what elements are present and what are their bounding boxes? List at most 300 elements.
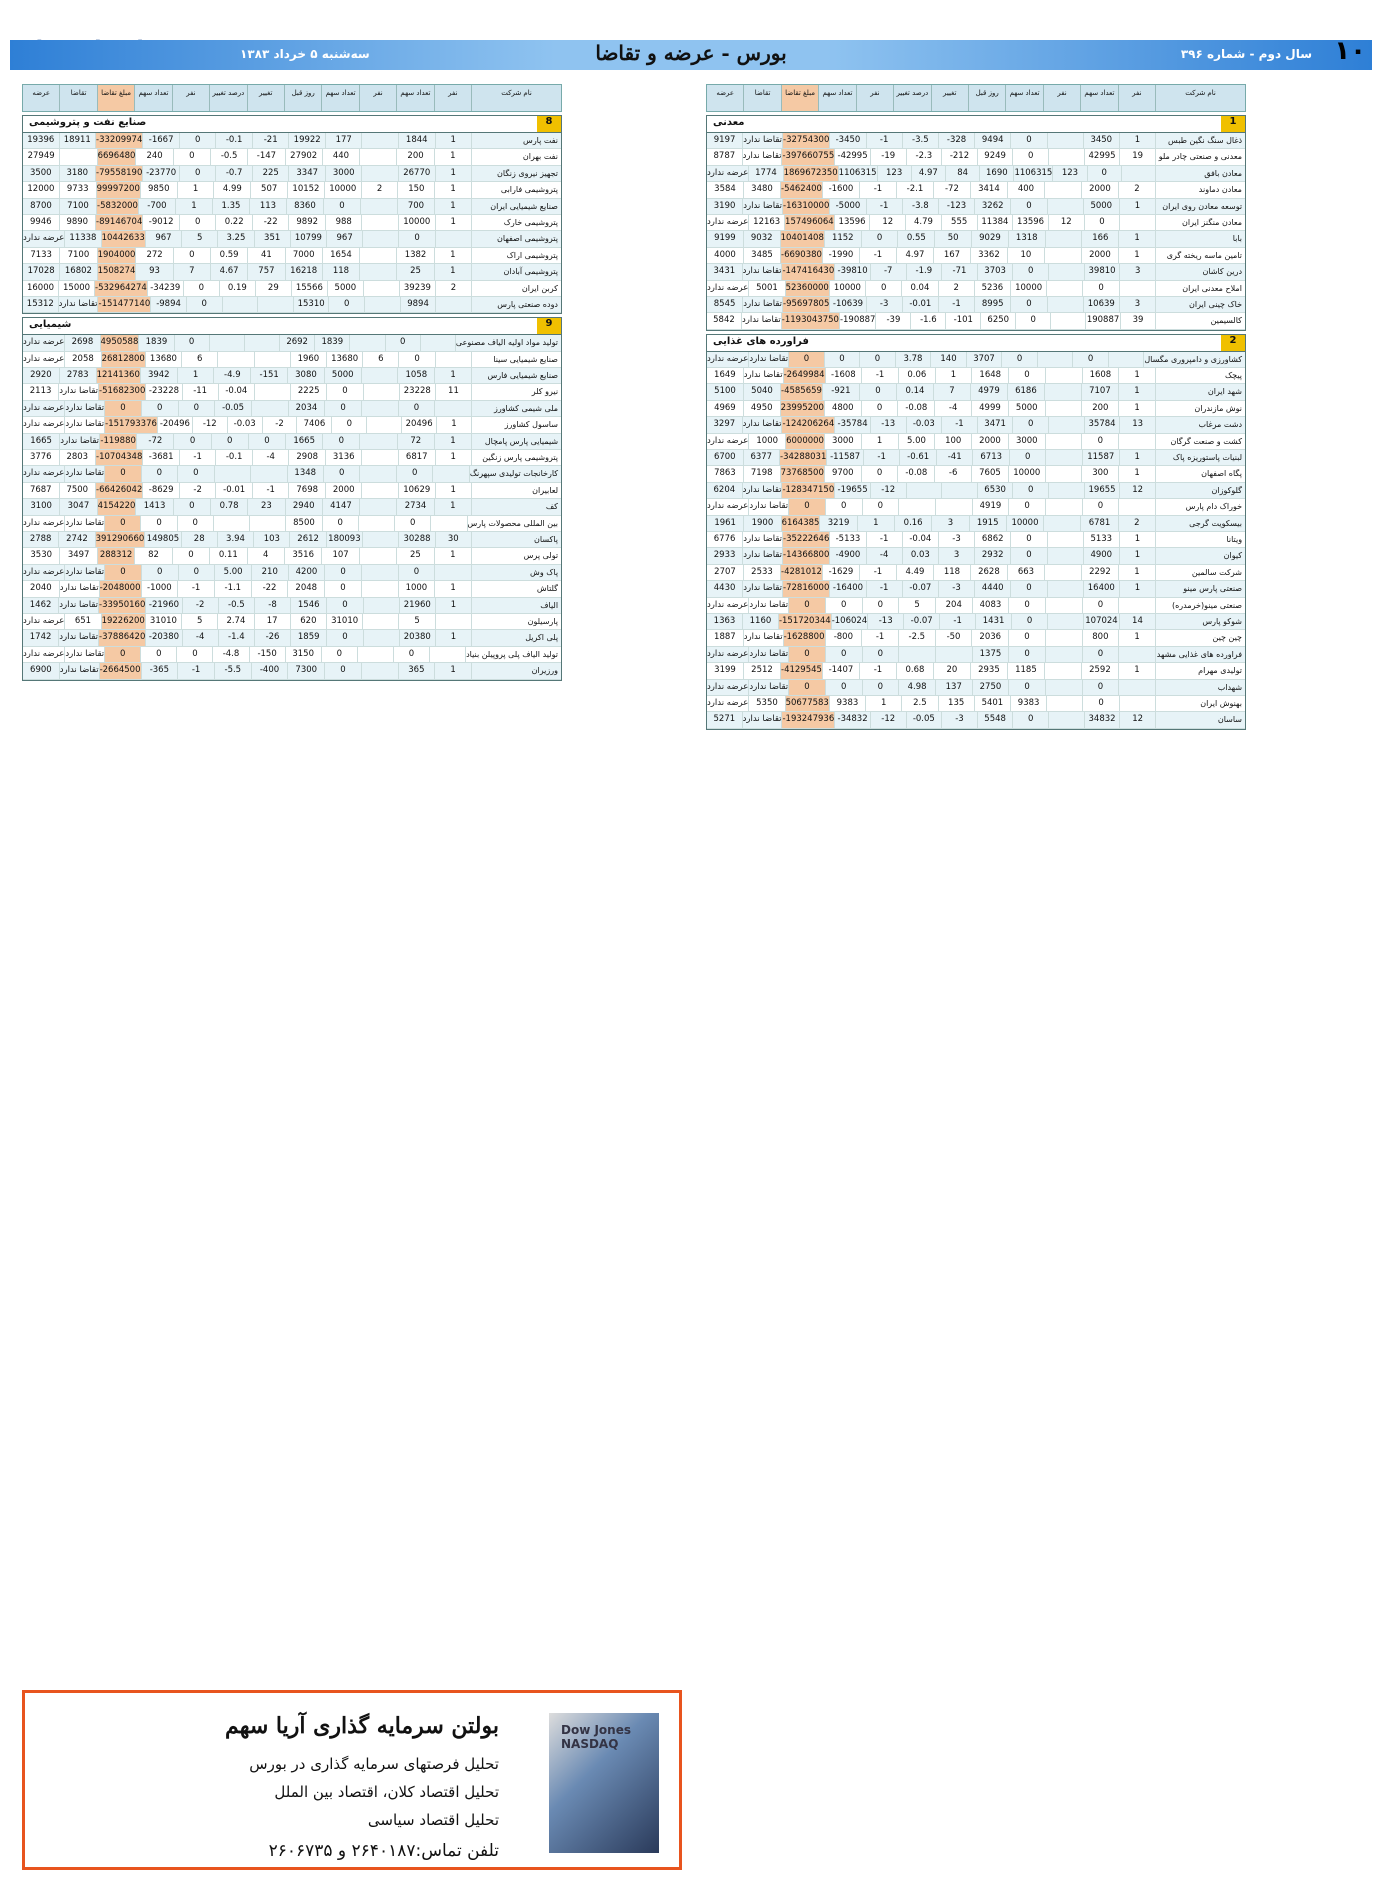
cell-value: 2803 [59, 450, 96, 465]
cell-value: 2692 [279, 335, 314, 350]
cell-value: -1 [177, 663, 214, 678]
cell-value: 2628 [970, 565, 1007, 580]
cell-value: 35784 [1084, 417, 1120, 432]
table-row [23, 450, 561, 466]
cell-value: 1508274 [97, 264, 136, 279]
cell-value: 1 [861, 434, 898, 449]
cell-value: -9894 [150, 297, 186, 312]
table-row [23, 647, 561, 663]
cell-value [213, 516, 249, 531]
company-name: فراورده های غذایی مشهد [1155, 647, 1245, 662]
section-number: 2 [1221, 335, 1245, 351]
table-row [23, 281, 561, 297]
cell-value [361, 215, 398, 230]
cell-value: 1608 [1082, 368, 1119, 383]
cell-value: 93 [135, 264, 172, 279]
cell-value [257, 297, 293, 312]
cell-value: 2533 [743, 565, 780, 580]
cell-value: تقاضا ندارد [742, 417, 782, 432]
table-row [707, 352, 1245, 368]
cell-value: -21960 [145, 598, 181, 613]
cell-value: تقاضا ندارد [741, 313, 781, 328]
cell-value [358, 516, 394, 531]
header-cell: مبلغ تقاضا [97, 85, 134, 111]
cell-value: 9850 [140, 182, 177, 197]
cell-value: 0 [141, 401, 178, 416]
cell-value: 0 [140, 647, 176, 662]
table-row [707, 215, 1245, 231]
company-name: تولید مواد اولیه الیاف مصنوعی [455, 335, 561, 350]
cell-value: 0 [393, 647, 429, 662]
cell-value: 9197 [713, 135, 736, 145]
cell-value: 2932 [974, 548, 1010, 563]
cell-value: 0.11 [209, 548, 246, 563]
cell-value: -190887 [839, 313, 876, 328]
cell-value: تقاضا ندارد [742, 133, 782, 148]
cell-value: 0.14 [896, 384, 933, 399]
company-name: پارسیلون [471, 614, 561, 629]
cell-value [1047, 133, 1083, 148]
cell-value: 0 [1008, 368, 1045, 383]
table-row [707, 384, 1245, 400]
cell-value: 1 [434, 581, 471, 596]
cell-value: 2 [361, 182, 398, 197]
cell-value: 2.5 [901, 696, 937, 711]
cell-value: عرضه ندارد [23, 468, 65, 479]
cell-value: 1 [175, 199, 212, 214]
cell-value: -11587 [826, 450, 863, 465]
cell-value: 200 [1081, 401, 1118, 416]
cell-value: 1648 [971, 368, 1008, 383]
cell-value: 4.97 [896, 248, 933, 263]
cell-value: -4.8 [212, 647, 248, 662]
cell-value: 1 [1118, 630, 1155, 645]
company-name: پتروشیمی اراک [471, 248, 561, 263]
cell-value: 19226200 [101, 614, 145, 629]
cell-value: 0 [1082, 281, 1118, 296]
cell-value: -1 [177, 581, 214, 596]
cell-value: 1 [1118, 248, 1155, 263]
stock-market-image [549, 1713, 659, 1853]
cell-value: -1667 [142, 133, 179, 148]
company-name: پتروشیمی اصفهان [471, 231, 561, 246]
issue-date: سه‌شنبه ۵ خرداد ۱۳۸۳ [240, 47, 370, 61]
cell-value: 507 [250, 182, 287, 197]
cell-value [1044, 384, 1081, 399]
cell-value: 34832 [1084, 712, 1120, 727]
table-row [23, 297, 561, 313]
cell-value: 11338 [64, 231, 100, 246]
cell-value: -4585659 [780, 384, 822, 399]
cell-value [359, 248, 396, 263]
cell-value: -71 [941, 264, 977, 279]
cell-value: 1106315 [838, 166, 877, 181]
cell-value: -0.04 [902, 532, 938, 547]
cell-value: 1546 [290, 598, 326, 613]
table-header [706, 84, 1246, 112]
cell-value: -10639 [829, 297, 865, 312]
cell-value: 1 [865, 696, 901, 711]
cell-value: تقاضا ندارد [742, 581, 782, 596]
cell-value: 3497 [59, 548, 96, 563]
cell-value: 0 [1012, 712, 1048, 727]
cell-value: 9733 [59, 182, 96, 197]
section-number: 9 [537, 318, 561, 334]
cell-value: 2113 [29, 386, 52, 397]
cell-value: 18911 [59, 133, 96, 148]
cell-value: -800 [825, 630, 862, 645]
cell-value [1047, 581, 1083, 596]
cell-value: عرضه ندارد [23, 566, 65, 577]
cell-value: 0 [104, 565, 141, 580]
header-cell: نام شرکت [1155, 85, 1245, 111]
company-name: درین کاشان [1155, 264, 1245, 279]
cell-value: 3047 [59, 499, 96, 514]
cell-value: -4.9 [213, 368, 250, 383]
cell-value: عرضه ندارد [707, 435, 749, 446]
header-cell: درصد تغییر [893, 85, 930, 111]
cell-value: تقاضا ندارد [59, 434, 99, 449]
cell-value: 1 [434, 434, 471, 449]
cell-value: -9012 [142, 215, 179, 230]
cell-value [935, 647, 972, 662]
cell-value: 0 [1087, 166, 1121, 181]
cell-value: 1185 [1007, 663, 1044, 678]
cell-value: 2908 [288, 450, 325, 465]
company-name: خاک چینی ایران [1155, 297, 1245, 312]
cell-value: 5401 [974, 696, 1010, 711]
cell-value: -8 [254, 598, 290, 613]
cell-value [1121, 166, 1155, 181]
cell-value [1047, 297, 1083, 312]
cell-value: 6 [362, 352, 398, 367]
cell-value: 0 [173, 434, 210, 449]
section-name: معدنی [713, 117, 745, 128]
cell-value: 0 [859, 352, 895, 367]
cell-value: 23 [247, 499, 284, 514]
table-row [707, 598, 1245, 614]
cell-value: -1628800 [783, 630, 825, 645]
cell-value: 25 [396, 548, 433, 563]
section-title [23, 116, 561, 133]
cell-value: 3000 [325, 166, 362, 181]
cell-value: تقاضا ندارد [64, 401, 104, 416]
cell-value: 0 [1011, 614, 1047, 629]
cell-value: 3.78 [895, 352, 931, 367]
cell-value: -151477140 [97, 297, 150, 312]
cell-value: 73768500 [780, 466, 824, 481]
cell-value: 1 [1118, 368, 1155, 383]
cell-value: 12 [1048, 215, 1084, 230]
cell-value: 9029 [971, 231, 1008, 246]
cell-value: -0.08 [897, 401, 934, 416]
cell-value: -1193043750 [781, 313, 839, 328]
cell-value [1118, 680, 1155, 695]
table-row [23, 499, 561, 515]
cell-value: -0.08 [897, 466, 934, 481]
cell-value: 4 [247, 548, 284, 563]
cell-value: -50 [935, 630, 972, 645]
cell-value: تقاضا ندارد [64, 647, 104, 662]
cell-value: 6186 [1007, 384, 1044, 399]
cell-value [1045, 401, 1082, 416]
cell-value [362, 614, 398, 629]
cell-value [250, 466, 286, 481]
cell-value: 1 [1118, 663, 1155, 678]
company-name: پتروشیمی پارس زنگین [471, 450, 561, 465]
cell-value: -0.04 [218, 384, 254, 399]
cell-value: 0 [177, 466, 213, 481]
cell-value [1045, 647, 1082, 662]
table-header [22, 84, 562, 112]
cell-value: 0 [861, 401, 898, 416]
cell-value [1047, 614, 1083, 629]
cell-value: 3000 [824, 434, 861, 449]
cell-value: -4 [934, 401, 971, 416]
cell-value: -0.03 [906, 417, 942, 432]
cell-value: 0 [1072, 352, 1108, 367]
cell-value: 1 [435, 166, 472, 181]
cell-value: 1 [435, 215, 472, 230]
cell-value: -2664500 [99, 663, 141, 678]
cell-value: -23770 [142, 166, 179, 181]
table-row [707, 548, 1245, 564]
cell-value: 5133 [1083, 532, 1119, 547]
cell-value: 1774 [748, 166, 782, 181]
company-name: توسعه معادن روی ایران [1155, 199, 1245, 214]
cell-value: 1348 [287, 466, 323, 481]
cell-value: 0 [323, 199, 360, 214]
cell-value: 0 [862, 680, 899, 695]
company-name: گلتاش [471, 581, 561, 596]
cell-value: 0 [398, 231, 434, 246]
cell-value: تقاضا ندارد [748, 647, 788, 662]
cell-value [906, 483, 942, 498]
cell-value: 3100 [30, 501, 52, 512]
cell-value: -34832 [834, 712, 870, 727]
cell-value: 3347 [288, 166, 325, 181]
header-cell: تغییر [247, 85, 284, 111]
cell-value: -2 [182, 598, 218, 613]
cell-value: 1 [434, 199, 471, 214]
cell-value: 0 [1008, 598, 1045, 613]
cell-value: 0 [788, 499, 825, 514]
cell-value: 3471 [977, 417, 1013, 432]
cell-value: 0.59 [210, 248, 247, 263]
cell-value: 0 [331, 417, 366, 432]
cell-value: 3431 [713, 266, 736, 277]
company-name: صنعتی مینو(خرمدره) [1155, 598, 1245, 613]
cell-value: 3480 [743, 182, 780, 197]
table-row [707, 133, 1245, 149]
cell-value: -151793376 [104, 417, 157, 432]
cell-value: 1431 [975, 614, 1011, 629]
cell-value: 10000 [1006, 516, 1043, 531]
cell-value: 351 [254, 231, 290, 246]
company-name: املاح معدنی ایران [1155, 281, 1245, 296]
cell-value: 0 [326, 630, 362, 645]
cell-value: 1 [177, 182, 214, 197]
header-cell: نفر [172, 85, 209, 111]
cell-value: 1 [434, 248, 471, 263]
cell-value: عرضه ندارد [707, 501, 749, 512]
cell-value: 0.19 [219, 281, 255, 296]
cell-value: 3703 [977, 264, 1013, 279]
cell-value: 10799 [290, 231, 326, 246]
cell-value: 3.94 [217, 532, 253, 547]
cell-value: -4129545 [780, 663, 822, 678]
advertisement-box [22, 1690, 682, 1870]
page-banner [10, 36, 1372, 70]
cell-value: تقاضا ندارد [742, 532, 782, 547]
cell-value: 103 [253, 532, 289, 547]
cell-value: -5832000 [96, 199, 138, 214]
cell-value: تقاضا ندارد [742, 297, 782, 312]
cell-value: 7107 [1081, 384, 1118, 399]
header-cell: نفر [856, 85, 893, 111]
cell-value: 5100 [714, 386, 736, 397]
cell-value: -1 [866, 532, 902, 547]
cell-value: 0 [141, 565, 178, 580]
cell-value: 3776 [29, 452, 52, 463]
table-row [707, 532, 1245, 548]
cell-value: 1869672350 [783, 166, 838, 181]
cell-value: 6164385 [781, 516, 820, 531]
cell-value: 0 [328, 297, 364, 312]
header-cell: تعداد سهم [134, 85, 171, 111]
cell-value: 0 [179, 133, 216, 148]
ad-phone: تلفن تماس:۲۶۴۰۱۸۷ و ۲۶۰۶۷۳۵ [268, 1841, 499, 1861]
cell-value: 2 [1118, 516, 1155, 531]
cell-value: 5350 [748, 696, 784, 711]
cell-value: -2649984 [783, 368, 825, 383]
cell-value: -0.1 [215, 450, 252, 465]
header-cell: عرضه [716, 89, 735, 97]
cell-value: -1 [866, 199, 902, 214]
company-name: لبنیات پاستوریزه پاک [1155, 450, 1245, 465]
cell-value [941, 483, 977, 498]
cell-value [359, 434, 396, 449]
cell-value [1047, 532, 1083, 547]
cell-value: 4440 [974, 581, 1010, 596]
cell-value: 1960 [290, 352, 326, 367]
cell-value: -0.07 [902, 581, 938, 596]
company-name: بیسکویت گرجی [1155, 516, 1245, 531]
cell-value: 4.99 [213, 182, 250, 197]
cell-value: 6377 [743, 450, 780, 465]
cell-value: -400 [251, 663, 288, 678]
cell-value: 15312 [26, 298, 54, 309]
cell-value: 1961 [714, 517, 736, 528]
cell-value [1046, 281, 1082, 296]
cell-value: 5000 [327, 281, 363, 296]
cell-value: -12 [870, 483, 906, 498]
cell-value: 0 [862, 499, 899, 514]
cell-value: 5 [898, 598, 935, 613]
table-row [23, 663, 561, 679]
table-row [707, 281, 1245, 297]
cell-value: عرضه ندارد [23, 615, 65, 626]
cell-value: 15000 [58, 281, 94, 296]
cell-value: 0 [186, 297, 222, 312]
cell-value: 1000 [748, 434, 785, 449]
cell-value: -1 [859, 248, 896, 263]
cell-value: -921 [822, 384, 859, 399]
cell-value: 0 [248, 434, 285, 449]
company-name: پگاه اصفهان [1155, 466, 1245, 481]
page-title: بورس - عرضه و تقاضا [595, 41, 787, 65]
cell-value: 0 [1001, 352, 1037, 367]
cell-value: -4281012 [780, 565, 822, 580]
cell-value [359, 264, 396, 279]
cell-value: 39 [1120, 313, 1155, 328]
cell-value: 4999 [971, 401, 1008, 416]
cell-value: 1839 [138, 335, 173, 350]
cell-value [361, 581, 398, 596]
cell-value [254, 384, 290, 399]
cell-value [435, 352, 471, 367]
cell-value: -0.07 [903, 614, 939, 629]
cell-value: 21960 [399, 598, 435, 613]
cell-value: -2 [262, 417, 297, 432]
cell-value: 6250 [980, 313, 1015, 328]
cell-value: 3 [931, 516, 968, 531]
cell-value: -4 [182, 630, 218, 645]
cell-value: 4200 [288, 565, 325, 580]
cell-value: 0 [859, 384, 896, 399]
cell-value: 1382 [396, 248, 433, 263]
cell-value: 0 [1082, 598, 1119, 613]
cell-value [363, 630, 399, 645]
cell-value [1044, 248, 1081, 263]
cell-value: 1 [434, 368, 471, 383]
cell-value: 1649 [714, 370, 736, 381]
cell-value: -1.1 [214, 581, 251, 596]
cell-value: -119880 [99, 434, 136, 449]
cell-value: 1 [1118, 384, 1155, 399]
company-name: معادن منگنز ایران [1155, 215, 1245, 230]
table-row [23, 264, 561, 280]
cell-value: 123 [1052, 166, 1086, 181]
cell-value: 6700 [713, 452, 736, 463]
cell-value: 1844 [398, 133, 435, 148]
header-cell: تقاضا [743, 85, 780, 111]
cell-value: -3 [941, 712, 977, 727]
cell-value: 0 [141, 466, 177, 481]
table-row [23, 532, 561, 548]
cell-value: 1106315 [1013, 166, 1052, 181]
cell-value: 0 [324, 663, 361, 678]
cell-value: 166 [1081, 231, 1118, 246]
cell-value: عرضه ندارد [23, 337, 65, 348]
company-name: نوش مازندران [1155, 401, 1245, 416]
cell-value: 3362 [970, 248, 1007, 263]
cell-value [434, 565, 471, 580]
cell-value: 0 [326, 384, 362, 399]
cell-value: 2000 [971, 434, 1008, 449]
cell-value: 12163 [748, 215, 784, 230]
section-number: 8 [537, 116, 561, 132]
cell-value: 1 [434, 548, 471, 563]
cell-value: 99997200 [96, 182, 140, 197]
cell-value: 10000 [324, 182, 361, 197]
cell-value: -20496 [157, 417, 192, 432]
table-row [23, 335, 561, 351]
table-row [23, 417, 561, 433]
cell-value: 6204 [713, 484, 736, 495]
cell-value: 6817 [398, 450, 435, 465]
cell-value: -151 [250, 368, 287, 383]
